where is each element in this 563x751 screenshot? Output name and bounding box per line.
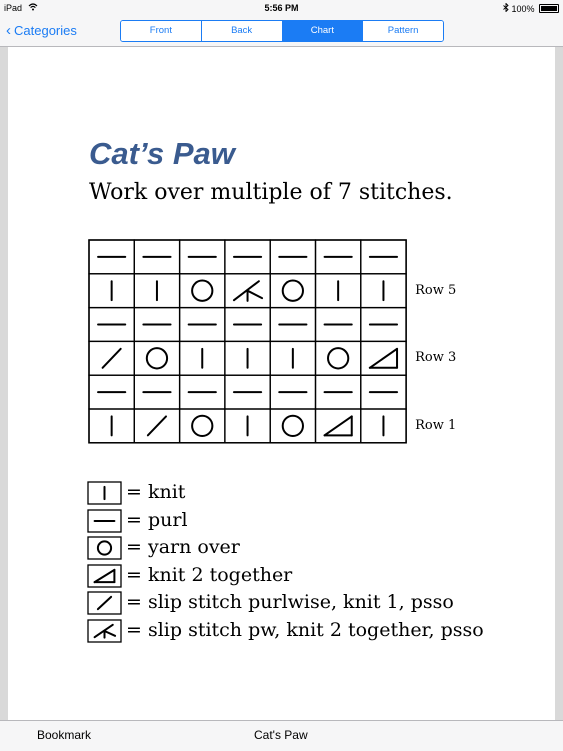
knitting-chart [88, 239, 428, 447]
yarn-over-symbol [192, 281, 212, 301]
navigation-bar [0, 16, 563, 47]
legend-swatch [87, 564, 123, 588]
chart-cell [270, 409, 315, 443]
legend-text: = yarn over [126, 536, 240, 558]
chart-page[interactable] [8, 47, 555, 720]
k2tog-symbol [370, 349, 397, 368]
k2tog-symbol [325, 416, 352, 435]
row-label: Row 3 [415, 350, 457, 366]
legend-text: = slip stitch purlwise, knit 1, psso [126, 591, 454, 613]
skp-symbol [98, 597, 111, 609]
device-label: iPad [4, 3, 23, 13]
legend-text: = knit 2 together [126, 563, 293, 586]
bookmark-button[interactable]: Bookmark [37, 728, 92, 742]
page-title: Cat’s Paw [89, 136, 235, 171]
battery-icon [539, 4, 559, 13]
chart-cell [270, 274, 315, 308]
legend-swatch [87, 536, 123, 560]
view-segmented-control [120, 20, 444, 42]
yarn-over-symbol [283, 281, 303, 301]
yarn-over-symbol [283, 416, 303, 436]
legend-swatch [87, 481, 123, 505]
chart-cell [180, 409, 225, 443]
row-label: Row 5 [415, 282, 457, 298]
legend-swatch [87, 509, 123, 533]
pattern-name-label: Cat's Paw [254, 728, 308, 742]
chart-cell [316, 341, 361, 375]
back-label: Categories [14, 23, 77, 38]
legend-text: = slip stitch pw, knit 2 together, psso [126, 618, 484, 641]
page-subtitle: Work over multiple of 7 stitches. [89, 180, 453, 205]
sk2p-symbol [234, 281, 262, 301]
status-bar [0, 0, 563, 16]
chevron-left-icon: ‹ [6, 22, 11, 39]
skp-symbol [148, 416, 166, 435]
status-time: 5:56 PM [264, 3, 299, 13]
status-right [503, 3, 559, 14]
categories-back-button[interactable] [6, 22, 77, 39]
k2tog-symbol [95, 569, 115, 581]
tab-back[interactable]: Back [201, 21, 282, 41]
legend-text: = purl [126, 508, 188, 531]
legend-swatch [87, 591, 123, 615]
legend-swatch [87, 619, 123, 643]
chart-cell [180, 274, 225, 308]
yarn-over-symbol [98, 541, 111, 554]
tab-pattern[interactable]: Pattern [362, 21, 443, 41]
content-area [0, 47, 563, 720]
skp-symbol [103, 349, 121, 368]
yarn-over-symbol [147, 348, 167, 368]
yarn-over-symbol [192, 416, 212, 436]
row-label: Row 1 [415, 417, 457, 433]
bottom-bar [0, 720, 563, 751]
tab-chart[interactable]: Chart [282, 21, 363, 41]
sk2p-symbol [95, 624, 115, 637]
yarn-over-symbol [328, 348, 348, 368]
legend-text: = knit [126, 481, 186, 503]
battery-percent: 100% [511, 4, 535, 14]
tab-front[interactable]: Front [121, 21, 201, 41]
chart-cell [134, 341, 179, 375]
